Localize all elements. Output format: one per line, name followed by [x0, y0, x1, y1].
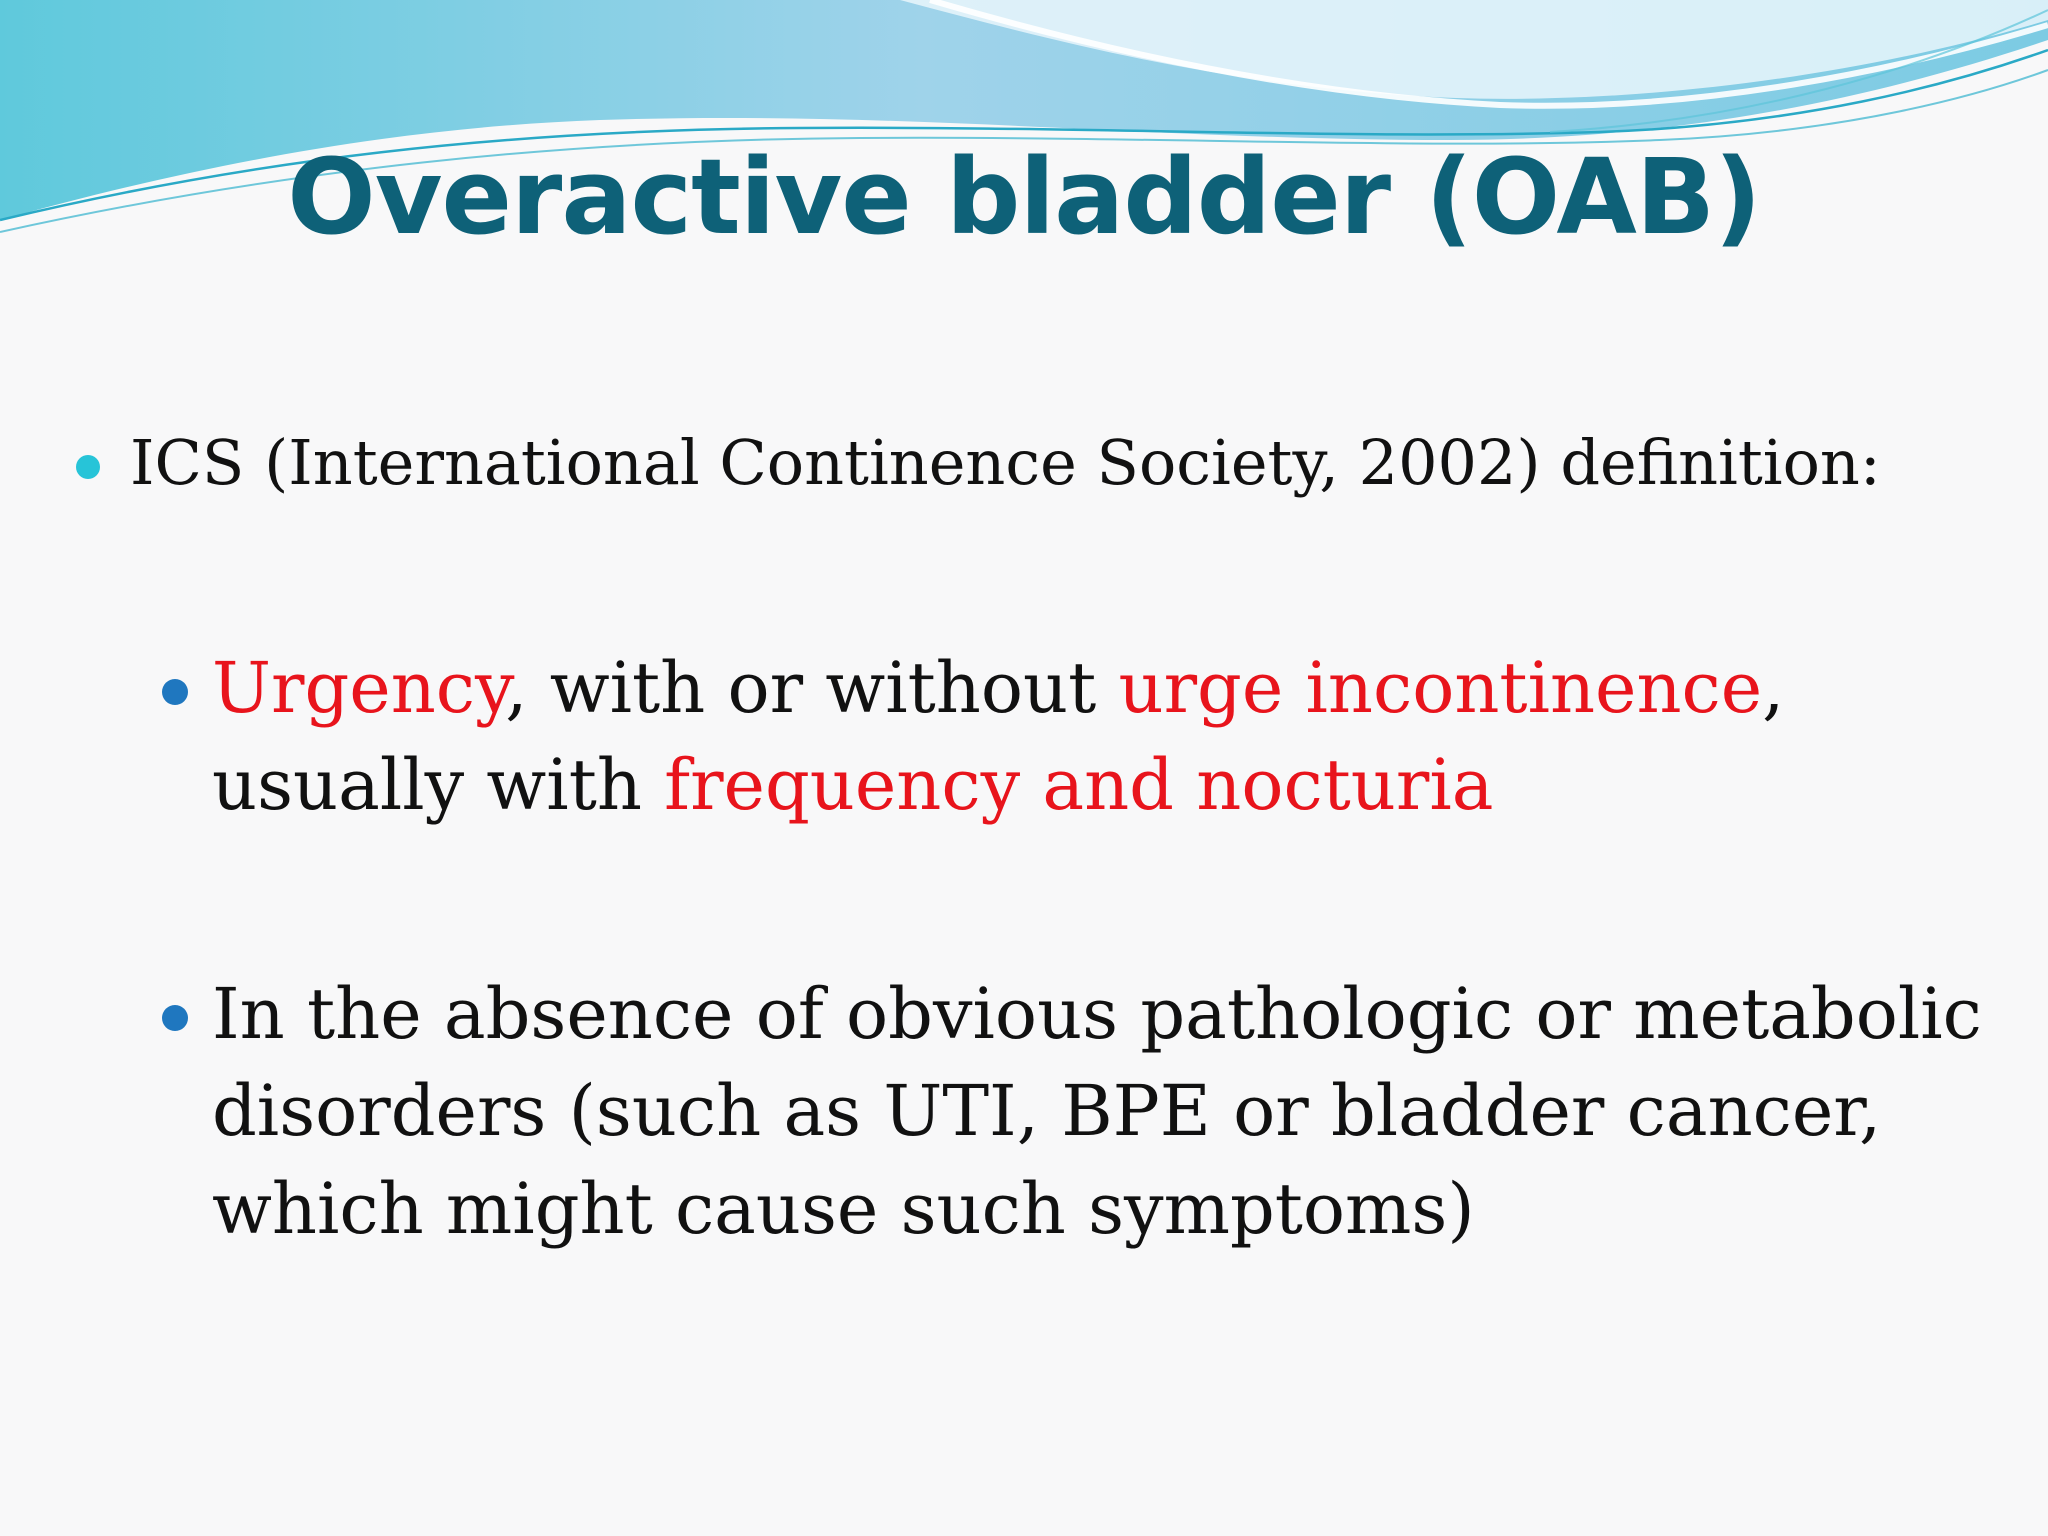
text-line-2: disorders (such as UTI, BPE or bladder cancer,	[212, 1070, 1882, 1153]
bullet-marker-level2	[162, 679, 188, 705]
bullet-marker-level1	[76, 455, 100, 479]
highlight-frequency-nocturia: frequency and nocturia	[664, 744, 1494, 827]
text-line-3: which might cause such symptoms)	[212, 1167, 1475, 1250]
text-comma: ,	[1762, 647, 1785, 729]
bullet-ics-definition: ICS (International Continence Society, 2002) definition:	[130, 426, 1881, 499]
slide-title: Overactive bladder (OAB)	[287, 136, 1761, 258]
text-with-or-without: , with or without	[505, 647, 1119, 729]
highlight-urge-incontinence: urge incontinence	[1118, 647, 1763, 729]
bullet-absence-of-disorders	[212, 966, 2002, 1258]
highlight-urgency: Urgency	[212, 647, 506, 729]
bullet-urgency	[212, 640, 2002, 835]
bullet-marker-level2	[162, 1005, 188, 1031]
text-usually-with: usually with	[212, 744, 665, 827]
text-line-1: In the absence of obvious pathologic or metabolic	[212, 973, 1982, 1055]
